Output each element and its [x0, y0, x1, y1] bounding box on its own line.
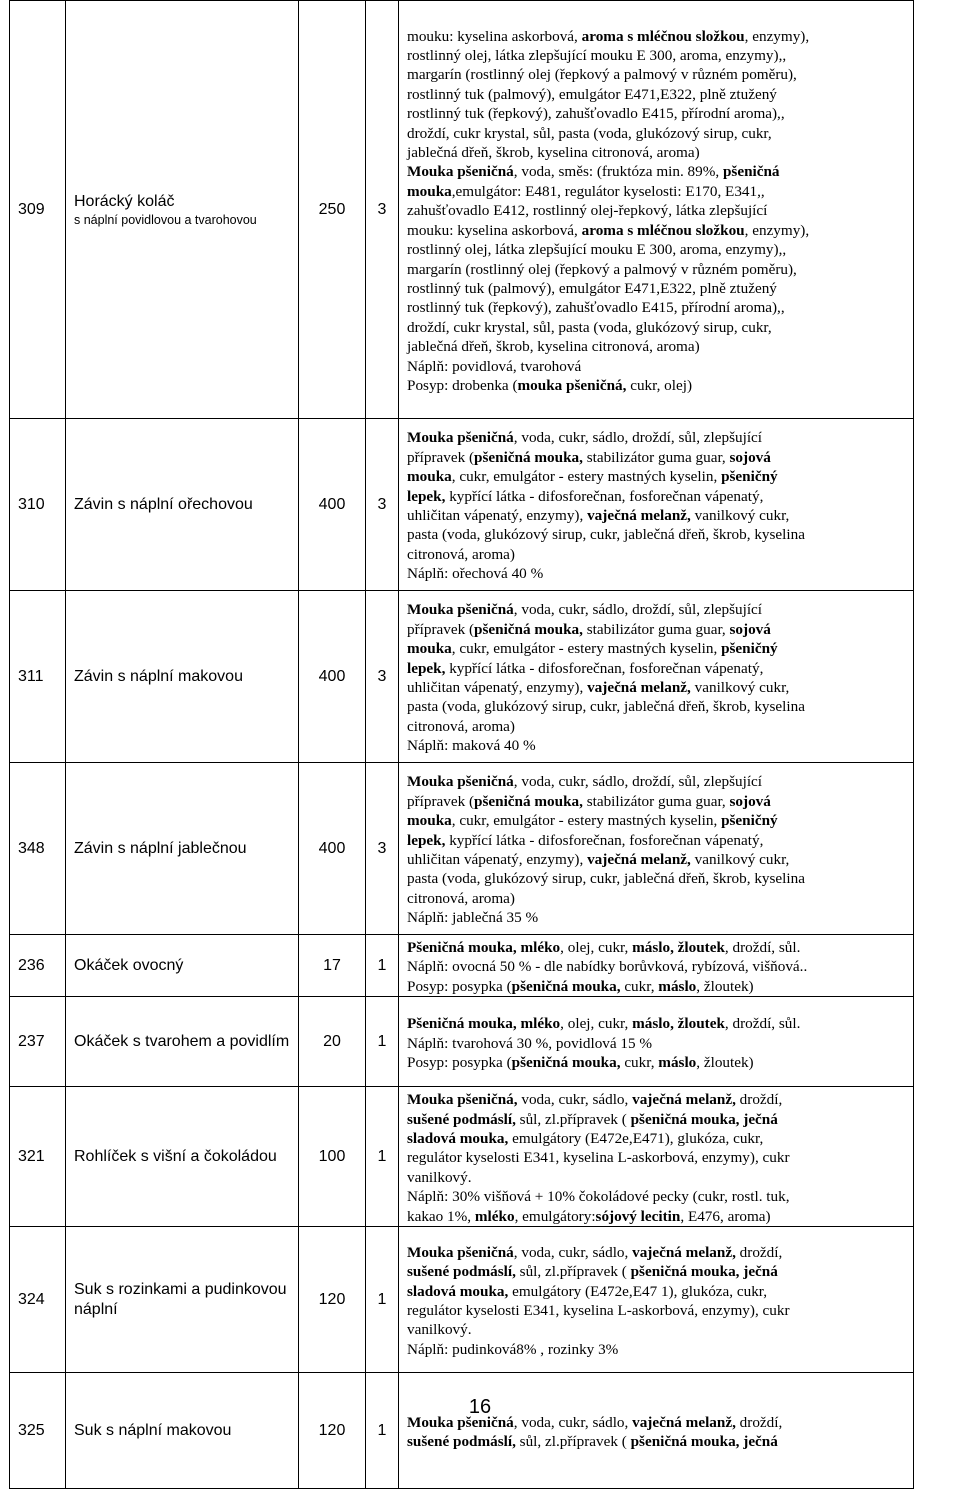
product-name: Závin s náplní ořechovou: [74, 495, 253, 513]
ingredients-line: přípravek (pšeničná mouka, stabilizátor guma guar, sojová: [407, 448, 771, 466]
product-name: Okáček ovocný: [74, 956, 184, 974]
ingredients-cell: [399, 1227, 914, 1373]
product-weight: 120: [299, 1227, 366, 1373]
ingredients-line: přípravek (pšeničná mouka, stabilizátor guma guar, sojová: [407, 792, 771, 810]
product-number: 321: [10, 1087, 66, 1227]
product-name: Suk s náplní makovou: [74, 1421, 232, 1439]
ingredients-line: rostlinný olej, látka zlepšující mouku E 300, aroma, enzymy),,: [407, 47, 787, 65]
ingredients-line: uhličitan vápenatý, enzymy), vaječná melanž, vanilkový cukr,: [407, 679, 790, 696]
product-name-cell: [66, 935, 299, 997]
product-quantity: 3: [366, 591, 399, 763]
ingredients-cell: [399, 591, 914, 763]
ingredients-cell: [399, 419, 914, 591]
ingredients-line: jablečná dřeň, škrob, kyselina citronová, aroma): [407, 144, 700, 162]
ingredients-line: Posyp: drobenka (mouka pšeničná, cukr, olej): [407, 376, 693, 394]
ingredients-line: Mouka pšeničná, voda, cukr, sádlo, vaječná melanž, droždí,: [407, 1413, 783, 1431]
ingredients-line: citronová, aroma): [407, 717, 515, 735]
table-row: [10, 1087, 914, 1227]
product-name-cell: [66, 1373, 299, 1489]
ingredients-line: pasta (voda, glukózový sirup, cukr, jablečná dřeň, škrob, kyselina: [407, 870, 805, 888]
product-number: 324: [10, 1227, 66, 1373]
ingredients-line: pasta (voda, glukózový sirup, cukr, jablečná dřeň, škrob, kyselina: [407, 526, 805, 544]
page-number: 16: [468, 1396, 492, 1418]
product-name-cell: [66, 1227, 299, 1373]
ingredients-line: lepek, kypřící látka - difosforečnan, fosforečnan vápenatý,: [407, 659, 764, 677]
product-name: Okáček s tvarohem a povidlím: [74, 1032, 290, 1050]
ingredients-line: Náplň: ořechová 40 %: [407, 565, 544, 583]
ingredients-line: Pšeničná mouka, mléko, olej, cukr, máslo, žloutek, droždí, sůl.: [407, 939, 801, 956]
product-number: 236: [10, 935, 66, 997]
table-row: [10, 763, 914, 935]
ingredients-line: mouka, cukr, emulgátor - estery mastných kyselin, pšeničný: [407, 812, 778, 830]
ingredients-line: uhličitan vápenatý, enzymy), vaječná melanž, vanilkový cukr,: [407, 507, 790, 524]
ingredients-line: Náplň: ovocná 50 % - dle nabídky borůvková, rybízová, višňová..: [407, 958, 808, 976]
product-name: Závin s náplní makovou: [74, 667, 243, 685]
product-weight: 400: [299, 763, 366, 935]
product-quantity: 3: [366, 763, 399, 935]
ingredients-line: droždí, cukr krystal, sůl, pasta (voda, glukózový sirup, cukr,: [407, 318, 772, 336]
product-name: Závin s náplní jablečnou: [74, 839, 247, 857]
table-row: [10, 1227, 914, 1373]
product-name-cell: [66, 591, 299, 763]
table-row: [10, 591, 914, 763]
table-row: [10, 1373, 914, 1489]
ingredients-line: mouka, cukr, emulgátor - estery mastných kyselin, pšeničný: [407, 468, 778, 486]
product-subname: s náplní povidlovou a tvarohovou: [74, 212, 257, 227]
ingredients-cell: [399, 1373, 914, 1489]
ingredients-cell: [399, 935, 914, 997]
ingredients-line: vanilkový.: [407, 1321, 472, 1339]
ingredients-line: mouku: kyselina askorbová, aroma s mléčnou složkou, enzymy),: [407, 27, 810, 45]
ingredients-line: Náplň: jablečná 35 %: [407, 909, 539, 927]
ingredients-line: kakao 1%, mléko, emulgátory:sójový lecitin, E476, aroma): [407, 1207, 771, 1225]
ingredients-line: přípravek (pšeničná mouka, stabilizátor guma guar, sojová: [407, 620, 771, 638]
table-row: [10, 419, 914, 591]
ingredients-line: Mouka pšeničná, voda, cukr, sádlo, vaječná melanž, droždí,: [407, 1243, 783, 1261]
ingredients-line: citronová, aroma): [407, 889, 515, 907]
ingredients-line: margarín (rostlinný olej (řepkový a palmový v různém poměru),: [407, 260, 797, 278]
ingredients-line: mouka,emulgátor: E481, regulátor kyselosti: E170, E341,,: [407, 182, 765, 200]
ingredients-line: citronová, aroma): [407, 545, 515, 563]
ingredients-line: Náplň: 30% višňová + 10% čokoládové pecky (cukr, rostl. tuk,: [407, 1188, 790, 1206]
ingredients-cell: [399, 1, 914, 419]
product-quantity: 3: [366, 1, 399, 419]
product-number: 309: [10, 1, 66, 419]
product-name-cell: [66, 1087, 299, 1227]
table-row: [10, 935, 914, 997]
ingredients-line: jablečná dřeň, škrob, kyselina citronová, aroma): [407, 338, 700, 356]
product-quantity: 3: [366, 419, 399, 591]
product-name: Horácký koláč: [74, 192, 175, 210]
product-quantity: 1: [366, 1227, 399, 1373]
ingredients-line: zahušťovadlo E412, rostlinný olej-řepkový, látka zlepšující: [407, 202, 768, 220]
ingredients-line: droždí, cukr krystal, sůl, pasta (voda, glukózový sirup, cukr,: [407, 124, 772, 142]
ingredients-line: uhličitan vápenatý, enzymy), vaječná melanž, vanilkový cukr,: [407, 851, 790, 868]
product-name-cell: [66, 997, 299, 1087]
ingredients-cell: [399, 1087, 914, 1227]
ingredients-line: regulátor kyselosti E341, kyselina L-askorbová, enzymy), cukr: [407, 1149, 790, 1167]
product-number: 311: [10, 591, 66, 763]
ingredients-line: Náplň: povidlová, tvarohová: [407, 357, 582, 375]
ingredients-line: Posyp: posypka (pšeničná mouka, cukr, máslo, žloutek): [407, 977, 754, 995]
ingredients-line: rostlinný tuk (palmový), emulgátor E471,E322, plně ztužený: [407, 279, 777, 297]
ingredients-line: rostlinný tuk (řepkový), zahušťovadlo E415, přírodní aroma),,: [407, 299, 785, 317]
ingredients-cell: [399, 997, 914, 1087]
product-name-cell: [66, 419, 299, 591]
ingredients-line: lepek, kypřící látka - difosforečnan, fosforečnan vápenatý,: [407, 487, 764, 505]
ingredients-table: [9, 0, 914, 1489]
ingredients-line: sladová mouka, emulgátory (E472e,E471), glukóza, cukr,: [407, 1130, 764, 1148]
product-name-cell: [66, 763, 299, 935]
product-weight: 100: [299, 1087, 366, 1227]
table-row: [10, 1, 914, 419]
ingredients-line: Náplň: tvarohová 30 %, povidlová 15 %: [407, 1034, 653, 1052]
ingredients-line: rostlinný olej, látka zlepšující mouku E 300, aroma, enzymy),,: [407, 241, 787, 259]
ingredients-line: mouku: kyselina askorbová, aroma s mléčnou složkou, enzymy),: [407, 221, 810, 239]
ingredients-line: mouka, cukr, emulgátor - estery mastných kyselin, pšeničný: [407, 640, 778, 658]
product-number: 237: [10, 997, 66, 1087]
product-number: 310: [10, 419, 66, 591]
product-number: 325: [10, 1373, 66, 1489]
ingredients-line: Náplň: pudinková8% , rozinky 3%: [407, 1340, 619, 1358]
ingredients-line: regulátor kyselosti E341, kyselina L-askorbová, enzymy), cukr: [407, 1302, 790, 1320]
product-quantity: 1: [366, 1087, 399, 1227]
ingredients-line: margarín (rostlinný olej (řepkový a palmový v různém poměru),: [407, 66, 797, 84]
ingredients-line: Mouka pšeničná, voda, cukr, sádlo, droždí, sůl, zlepšující: [407, 601, 763, 619]
product-number: 348: [10, 763, 66, 935]
ingredients-line: sušené podmáslí, sůl, zl.přípravek ( pšeničná mouka, ječná: [407, 1110, 778, 1128]
product-weight: 20: [299, 997, 366, 1087]
ingredients-line: Mouka pšeničná, voda, cukr, sádlo, droždí, sůl, zlepšující: [407, 773, 763, 791]
product-weight: 400: [299, 591, 366, 763]
ingredients-line: rostlinný tuk (palmový), emulgátor E471,E322, plně ztužený: [407, 85, 777, 103]
product-quantity: 1: [366, 1373, 399, 1489]
ingredients-line: Posyp: posypka (pšeničná mouka, cukr, máslo, žloutek): [407, 1053, 754, 1071]
ingredients-line: rostlinný tuk (řepkový), zahušťovadlo E415, přírodní aroma),,: [407, 105, 785, 123]
ingredients-line: Pšeničná mouka, mléko, olej, cukr, máslo, žloutek, droždí, sůl.: [407, 1015, 801, 1033]
ingredients-line: lepek, kypřící látka - difosforečnan, fosforečnan vápenatý,: [407, 831, 764, 849]
ingredients-line: Mouka pšeničná, voda, směs: (fruktóza min. 89%, pšeničná: [407, 163, 780, 181]
ingredients-line: Mouka pšeničná, voda, cukr, sádlo, droždí, sůl, zlepšující: [407, 429, 763, 447]
product-name: Rohlíček s višní a čokoládou: [74, 1147, 277, 1165]
ingredients-line: sušené podmáslí, sůl, zl.přípravek ( pšeničná mouka, ječná: [407, 1433, 778, 1451]
ingredients-line: Náplň: maková 40 %: [407, 737, 536, 755]
product-weight: 120: [299, 1373, 366, 1489]
ingredients-line: sladová mouka, emulgátory (E472e,E47 1), glukóza, cukr,: [407, 1282, 768, 1300]
product-name: Suk s rozinkami a pudinkovou náplní: [74, 1280, 287, 1318]
product-weight: 400: [299, 419, 366, 591]
product-quantity: 1: [366, 935, 399, 997]
product-name-cell: [66, 1, 299, 419]
table-row: [10, 997, 914, 1087]
product-weight: 250: [299, 1, 366, 419]
product-weight: 17: [299, 935, 366, 997]
ingredients-cell: [399, 763, 914, 935]
product-quantity: 1: [366, 997, 399, 1087]
ingredients-line: Mouka pšeničná, voda, cukr, sádlo, vaječná melanž, droždí,: [407, 1091, 783, 1109]
ingredients-line: vanilkový.: [407, 1168, 472, 1186]
ingredients-line: sušené podmáslí, sůl, zl.přípravek ( pšeničná mouka, ječná: [407, 1263, 778, 1281]
ingredients-line: pasta (voda, glukózový sirup, cukr, jablečná dřeň, škrob, kyselina: [407, 698, 805, 716]
